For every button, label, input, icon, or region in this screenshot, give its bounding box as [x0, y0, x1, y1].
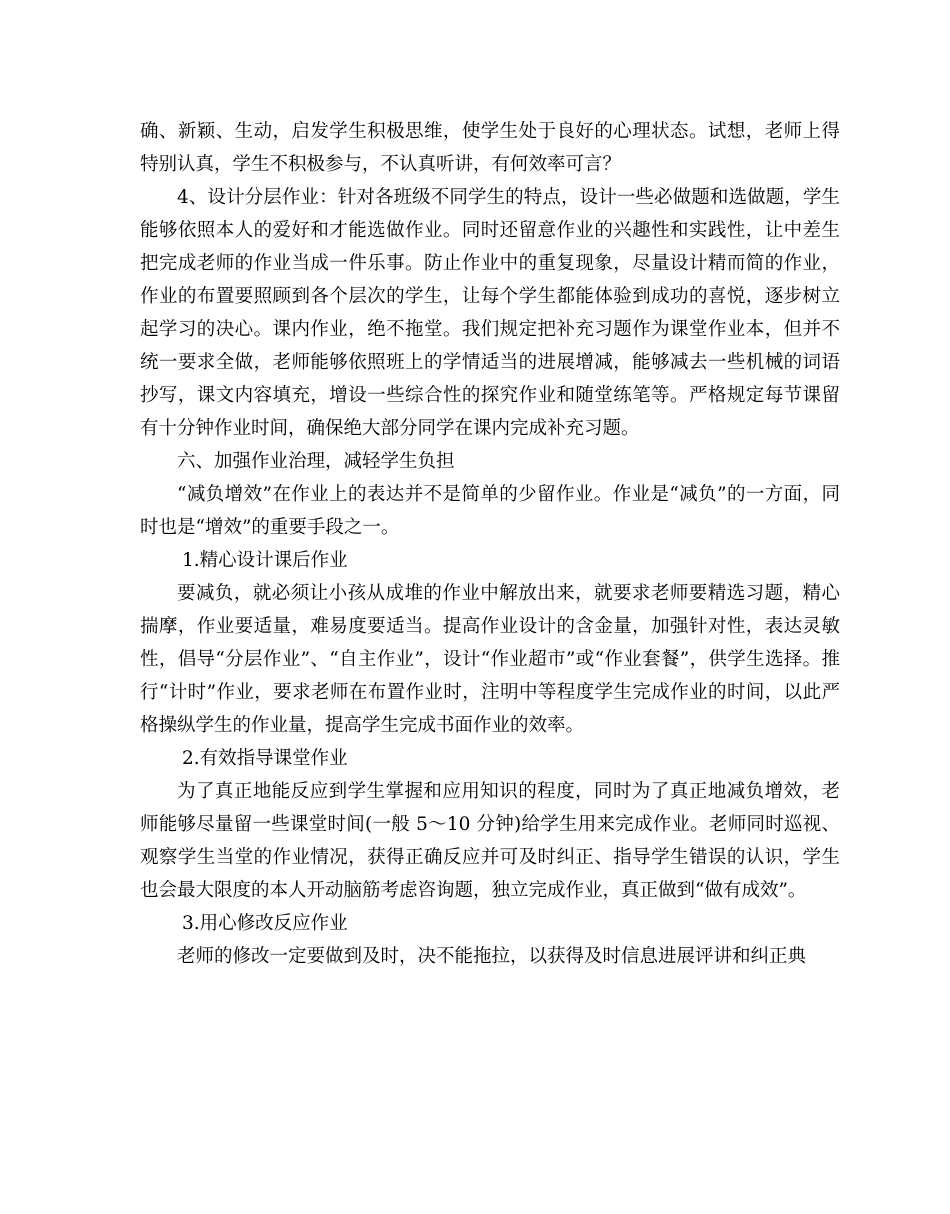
section-heading-6: 六、加强作业治理，减轻学生负担	[177, 451, 455, 472]
document-body	[140, 115, 840, 973]
paragraph-section6-intro: “减负增效”在作业上的表达并不是简单的少留作业。作业是“减负”的一方面，同时也是“增效”的重要手段之一。	[140, 484, 840, 538]
paragraph-sub1: 要减负，就必须让小孩从成堆的作业中解放出来，就要求老师要精选习题，精心揣摩，作业要适量，难易度要适当。提高作业设计的含金量，加强针对性，表达灵敏性，倡导“分层作业”、“自主作业”，设计“作业超市”或“作业套餐”，供学生选择。推行“计时”作业，要求老师在布置作业时，注明中等程度学生完成作业的时间，以此严格操纵学生的作业量，提高学生完成书面作业的效率。	[140, 583, 840, 736]
subheading-3: 3.用心修改反应作业	[182, 913, 348, 934]
subheading-2: 2.有效指导课堂作业	[182, 748, 348, 769]
subheading-1: 1.精心设计课后作业	[182, 550, 348, 571]
paragraph-sub2: 为了真正地能反应到学生掌握和应用知识的程度，同时为了真正地减负增效，老师能够尽量留一些课堂时间(一般 5～10 分钟)给学生用来完成作业。老师同时巡视、观察学生当堂的作业情况，获得正确反应并可及时纠正、指导学生错误的认识，学生也会最大限度的本人开动脑筋考虑咨询题，独立完成作业，真正做到“做有成效”。	[140, 781, 840, 901]
paragraph-continuation: 确、新颖、生动，启发学生积极思维，使学生处于良好的心理状态。试想，老师上得特别认真，学生不积极参与，不认真听讲，有何效率可言？	[140, 121, 840, 175]
paragraph-item-4: 4、设计分层作业：针对各班级不同学生的特点，设计一些必做题和选做题，学生能够依照本人的爱好和才能选做作业。同时还留意作业的兴趣性和实践性，让中差生把完成老师的作业当成一件乐事。防止作业中的重复现象，尽量设计精而简的作业，作业的布置要照顾到各个层次的学生，让每个学生都能体验到成功的喜悦，逐步树立起学习的决心。课内作业，绝不拖堂。我们规定把补充习题作为课堂作业本，但并不统一要求全做，老师能够依照班上的学情适当的进展增减，能够减去一些机械的词语抄写，课文内容填充，增设一些综合性的探究作业和随堂练笔等。严格规定每节课留有十分钟作业时间，确保绝大部分同学在课内完成补充习题。	[140, 187, 840, 439]
paragraph-sub3: 老师的修改一定要做到及时，决不能拖拉，以获得及时信息进展评讲和纠正典	[177, 946, 807, 967]
